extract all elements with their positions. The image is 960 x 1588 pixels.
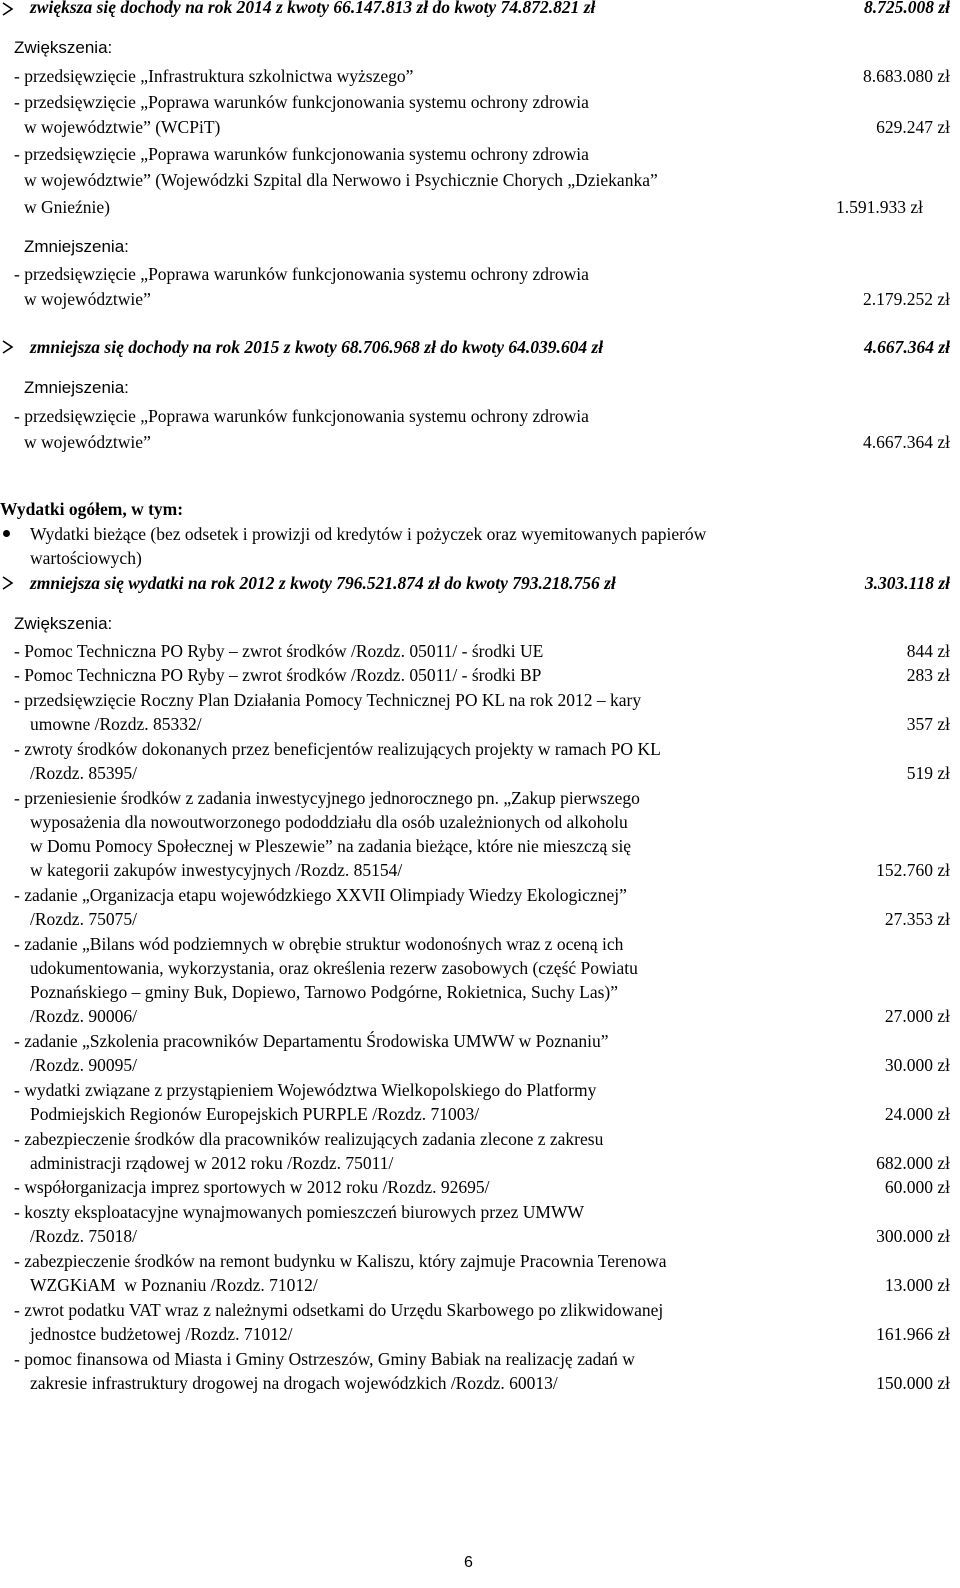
item-15-line-2: zakresie infrastruktury drogowej na drogach wojewódzkich /Rozdz. 60013/ (30, 1373, 558, 1393)
expenses-header: Wydatki ogółem, w tym: (0, 499, 184, 519)
item-3-line-1: - przedsięwzięcie Roczny Plan Działania Pomocy Technicznej PO KL na rok 2012 – kary (14, 690, 642, 710)
item-15-line-1: - pomoc finansowa od Miasta i Gminy Ostrzeszów, Gminy Babiak na realizację zadań w (14, 1349, 635, 1369)
item-5-amount: 152.760 zł (876, 860, 950, 880)
item-15-amount: 150.000 zł (876, 1373, 950, 1393)
item-7-line-4: /Rozdz. 90006/ (30, 1006, 137, 1026)
item-1: - Pomoc Techniczna PO Ryby – zwrot środków /Rozdz. 05011/ - środki UE (14, 641, 544, 661)
expenses-increases-header: Zwiększenia: (14, 614, 113, 633)
item-10-line-2: administracji rządowej w 2012 roku /Rozdz. 75011/ (30, 1153, 394, 1173)
item-13-line-1: - zabezpieczenie środków na remont budynku w Kaliszu, który zajmuje Pracownia Terenowa (14, 1251, 667, 1271)
item-5-line-3: w Domu Pomocy Społecznej w Pleszewie” na zadania bieżące, które nie mieszczą się (30, 836, 632, 856)
item-5-line-1: - przeniesienie środków z zadania inwestycyjnego jednorocznego pn. „Zakup pierwszego (14, 788, 640, 808)
item-10-amount: 682.000 zł (876, 1153, 950, 1173)
item-2: - Pomoc Techniczna PO Ryby – zwrot środków /Rozdz. 05011/ - środki BP (14, 665, 542, 685)
item-11: - współorganizacja imprez sportowych w 2012 roku /Rozdz. 92695/ (14, 1177, 490, 1197)
decrease-2015-item-line-1: - przedsięwzięcie „Poprawa warunków funkcjonowania systemu ochrony zdrowia (14, 406, 589, 426)
item-4-line-1: - zwroty środków dokonanych przez beneficjentów realizujących projekty w ramach PO KL (14, 739, 661, 759)
item-14-line-1: - zwrot podatku VAT wraz z należnymi odsetkami do Urzędu Skarbowego po zlikwidowanej (14, 1300, 664, 1320)
decrease-item-1-line-1: - przedsięwzięcie „Poprawa warunków funkcjonowania systemu ochrony zdrowia (14, 264, 589, 284)
decreases-header: Zmniejszenia: (24, 237, 129, 256)
current-expenses-line-2: wartościowych) (30, 548, 142, 568)
increase-item-3-line-3: w Gnieźnie) (24, 197, 111, 217)
arrowhead-bullet-icon (2, 576, 14, 590)
item-10-line-1: - zabezpieczenie środków dla pracowników realizujących zadania zlecone z zakresu (14, 1129, 604, 1149)
increase-item-1-amount: 8.683.080 zł (862, 66, 950, 86)
decrease-2015-item-amount: 4.667.364 zł (862, 432, 950, 452)
item-12-line-1: - koszty eksploatacyjne wynajmowanych pomieszczeń biurowych przez UMWW (14, 1202, 585, 1222)
decrease-item-1-amount: 2.179.252 zł (862, 289, 950, 309)
item-6-line-2: /Rozdz. 75075/ (30, 909, 137, 929)
item-8-amount: 30.000 zł (884, 1055, 950, 1075)
item-12-amount: 300.000 zł (876, 1226, 950, 1246)
item-2-amount: 283 zł (906, 665, 950, 685)
item-9-line-2: Podmiejskich Regionów Europejskich PURPLE /Rozdz. 71003/ (30, 1104, 480, 1124)
increase-item-3-line-2: w województwie” (Wojewódzki Szpital dla Nerwowo i Psychicznie Chorych „Dziekanka” (24, 170, 658, 190)
expenses-2012-amount: 3.303.118 zł (864, 573, 950, 593)
item-5-line-4: w kategorii zakupów inwestycyjnych /Rozdz. 85154/ (30, 860, 403, 880)
item-1-amount: 844 zł (906, 641, 950, 661)
item-3-line-2: umowne /Rozdz. 85332/ (30, 714, 202, 734)
item-7-line-1: - zadanie „Bilans wód podziemnych w obrębie struktur wodonośnych wraz z oceną ich (14, 934, 624, 954)
item-8-line-2: /Rozdz. 90095/ (30, 1055, 137, 1075)
increase-item-2-amount: 629.247 zł (876, 117, 950, 137)
increase-item-3-amount: 1.591.933 zł (836, 197, 924, 217)
current-expenses-line-1: Wydatki bieżące (bez odsetek i prowizji od kredytów i pożyczek oraz wyemitowanych papierów (30, 524, 707, 544)
item-6-line-1: - zadanie „Organizacja etapu wojewódzkiego XXVII Olimpiady Wiedzy Ekologicznej” (14, 885, 627, 905)
item-14-amount: 161.966 zł (876, 1324, 950, 1344)
item-11-amount: 60.000 zł (884, 1177, 950, 1197)
income-2015-line: zmniejsza się dochody na rok 2015 z kwoty 68.706.968 zł do kwoty 64.039.604 zł (30, 337, 604, 357)
page-number: 6 (464, 1554, 473, 1571)
item-12-line-2: /Rozdz. 75018/ (30, 1226, 137, 1246)
decreases-2015-header: Zmniejszenia: (24, 378, 129, 397)
item-4-line-2: /Rozdz. 85395/ (30, 763, 137, 783)
item-3-amount: 357 zł (906, 714, 950, 734)
decrease-2015-item-line-2: w województwie” (24, 432, 151, 452)
item-13-line-2: WZGKiAM w Poznaniu /Rozdz. 71012/ (30, 1275, 318, 1295)
item-13-amount: 13.000 zł (884, 1275, 950, 1295)
item-14-line-2: jednostce budżetowej /Rozdz. 71012/ (30, 1324, 293, 1344)
item-8-line-1: - zadanie „Szkolenia pracowników Departamentu Środowiska UMWW w Poznaniu” (14, 1031, 609, 1051)
expenses-2012-line: zmniejsza się wydatki na rok 2012 z kwoty 796.521.874 zł do kwoty 793.218.756 zł (30, 573, 616, 593)
item-7-line-2: udokumentowania, wykorzystania, oraz określenia rezerw zasobowych (część Powiatu (30, 958, 638, 978)
item-6-amount: 27.353 zł (884, 909, 950, 929)
item-9-amount: 24.000 zł (884, 1104, 950, 1124)
arrowhead-bullet-icon (2, 340, 14, 354)
income-2015-amount: 4.667.364 zł (863, 337, 950, 357)
increase-item-2-line-1: - przedsięwzięcie „Poprawa warunków funkcjonowania systemu ochrony zdrowia (14, 92, 589, 112)
item-7-line-3: Poznańskiego – gminy Buk, Dopiewo, Tarnowo Podgórne, Rokietnica, Suchy Las)” (30, 982, 619, 1002)
round-bullet-icon (3, 530, 10, 537)
item-7-amount: 27.000 zł (884, 1006, 950, 1026)
increase-item-3-line-1: - przedsięwzięcie „Poprawa warunków funkcjonowania systemu ochrony zdrowia (14, 144, 589, 164)
income-2014-line: zwiększa się dochody na rok 2014 z kwoty 66.147.813 zł do kwoty 74.872.821 zł (30, 0, 596, 17)
income-2014-amount: 8.725.008 zł (863, 0, 950, 17)
increases-header: Zwiększenia: (14, 38, 113, 57)
increase-item-2-line-2: w województwie” (WCPiT) (24, 117, 221, 137)
item-9-line-1: - wydatki związane z przystąpieniem Województwa Wielkopolskiego do Platformy (14, 1080, 597, 1100)
item-4-amount: 519 zł (906, 763, 950, 783)
decrease-item-1-line-2: w województwie” (24, 289, 151, 309)
arrowhead-bullet-icon (2, 2, 14, 16)
increase-item-1: - przedsięwzięcie „Infrastruktura szkolnictwa wyższego” (14, 66, 414, 86)
item-5-line-2: wyposażenia dla nowoutworzonego pododdziału dla osób uzależnionych od alkoholu (30, 812, 628, 832)
